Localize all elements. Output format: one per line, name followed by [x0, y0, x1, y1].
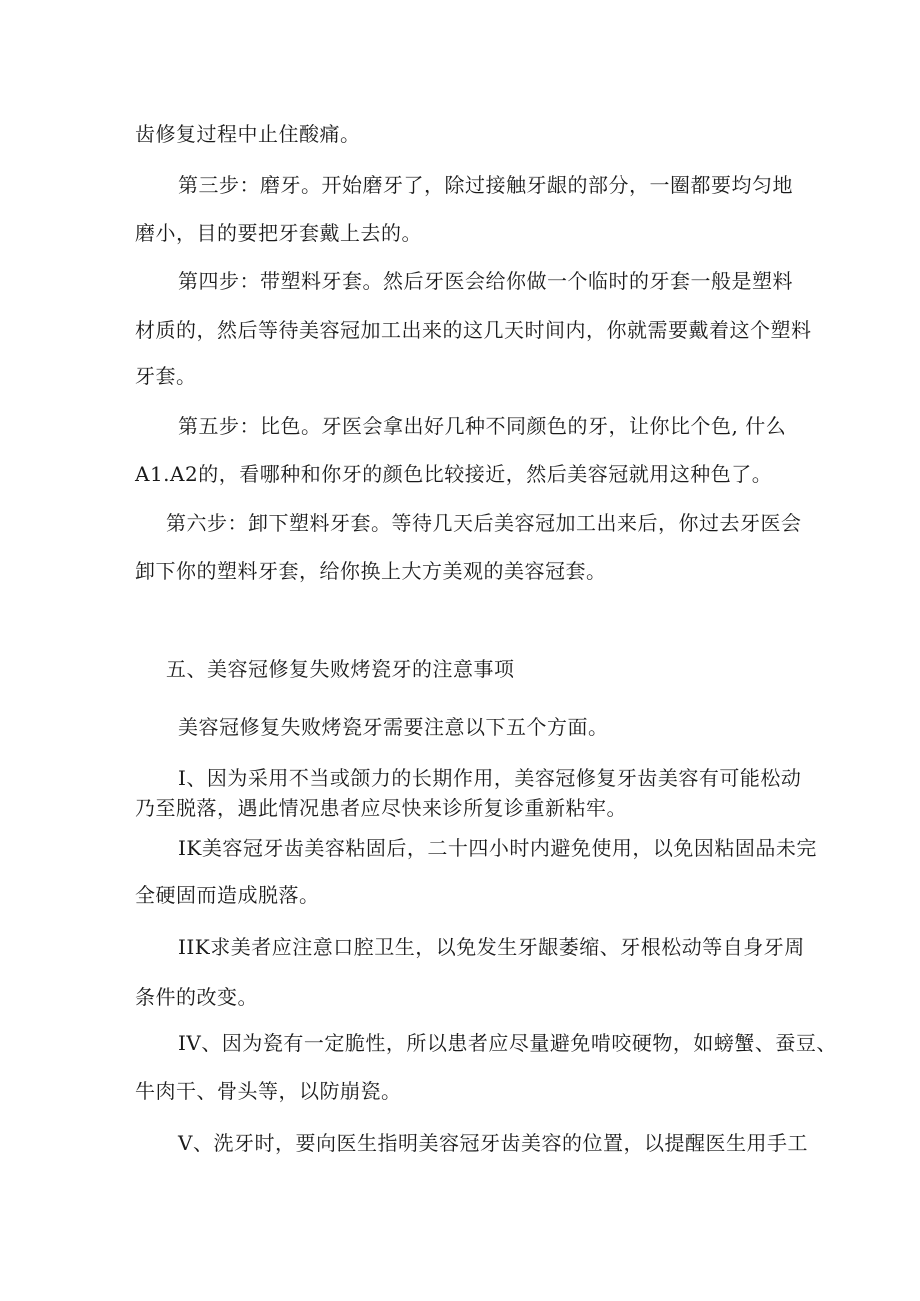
paragraph-step-six: 第六步：卸下塑料牙套。等待几天后美容冠加工出来后，你过去牙医会 — [166, 511, 802, 535]
list-item-4: IV、因为瓷有一定脆性，所以患者应尽量避免啃咬硬物，如螃蟹、蚕豆、 — [178, 1031, 837, 1055]
list-item-5: V、洗牙时，要向医生指明美容冠牙齿美容的位置，以提醒医生用手工 — [178, 1131, 808, 1155]
section-heading: 五、美容冠修复失败烤瓷牙的注意事项 — [166, 657, 515, 681]
paragraph-intro: 美容冠修复失败烤瓷牙需要注意以下五个方面。 — [178, 715, 609, 739]
text-line: 齿修复过程中止住酸痛。 — [135, 122, 361, 146]
text-line: 材质的，然后等待美容冠加工出来的这几天时间内，你就需要戴着这个塑料 — [135, 318, 812, 342]
paragraph-step-three: 第三步：磨牙。开始磨牙了，除过接触牙龈的部分，一圈都要均匀地 — [178, 173, 793, 197]
text-line: 全硬固而造成脱落。 — [135, 883, 320, 907]
text-line: 磨小，目的要把牙套戴上去的。 — [135, 221, 422, 245]
text-line: 条件的改变。 — [135, 985, 258, 1009]
paragraph-step-four: 第四步：带塑料牙套。然后牙医会给你做一个临时的牙套一般是塑料 — [178, 269, 793, 293]
text-line: 卸下你的塑料牙套，给你换上大方美观的美容冠套。 — [135, 559, 607, 583]
text-line: 牛肉干、骨头等，以防崩瓷。 — [135, 1079, 402, 1103]
paragraph-step-five: 第五步：比色。牙医会拿出好几种不同颜色的牙，让你比个色, 什么 — [178, 414, 787, 438]
text-line: 牙套。 — [135, 364, 197, 388]
list-item-3: IIK求美者应注意口腔卫生，以免发生牙龈萎缩、牙根松动等自身牙周 — [178, 935, 805, 959]
list-item-1: I、因为采用不当或颌力的长期作用，美容冠修复牙齿美容有可能松动 — [178, 766, 802, 790]
list-item-2: IK美容冠牙齿美容粘固后，二十四小时内避免使用，以免因粘固品未完 — [178, 836, 817, 860]
text-line: 乃至脱落，遇此情况患者应尽快来诊所复诊重新粘牢。 — [135, 796, 627, 820]
text-line: A1.A2的，看哪种和你牙的颜色比较接近，然后美容冠就用这种色了。 — [135, 462, 773, 486]
